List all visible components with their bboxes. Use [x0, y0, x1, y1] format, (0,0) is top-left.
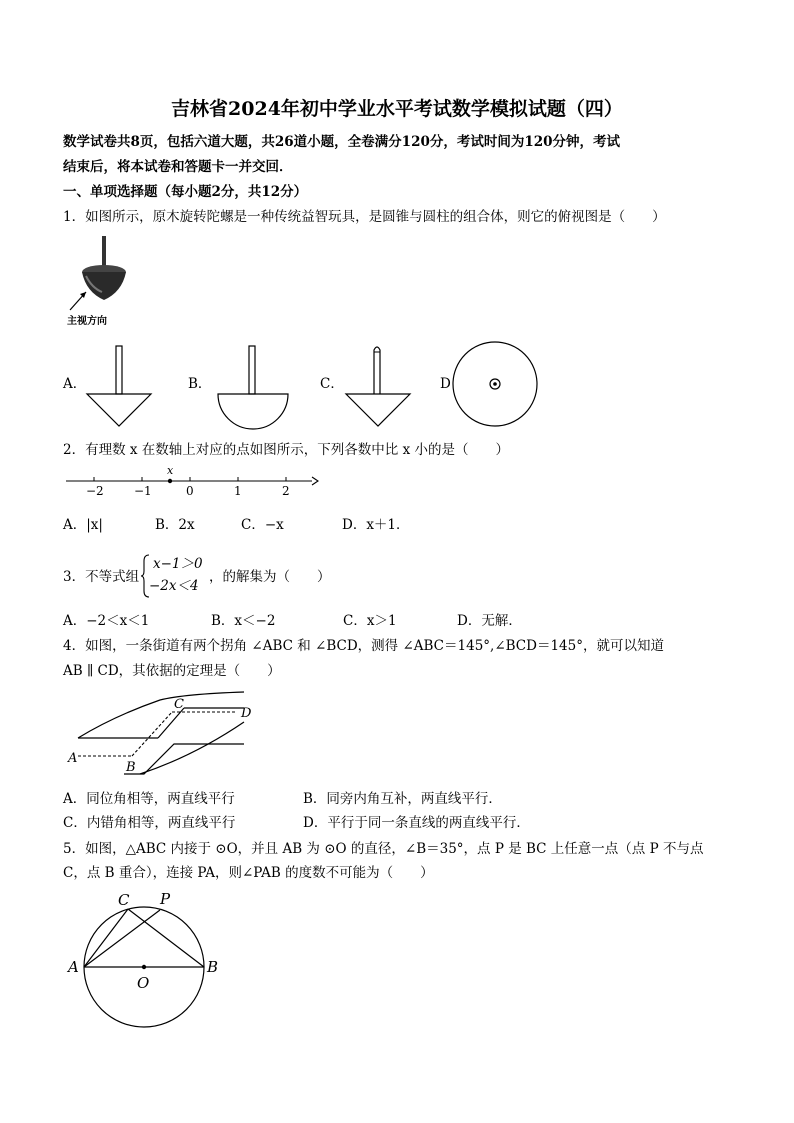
q1-option-a-label: A．	[63, 376, 87, 392]
q3-option-a: A．−2＜x＜1	[63, 613, 150, 629]
page-title: 吉林省2024年初中学业水平考试数学模拟试题（四）	[171, 98, 623, 120]
q1-option-d-figure	[450, 340, 540, 430]
label-a: A	[68, 958, 79, 976]
q4-stem-line-2: AB ∥ CD，其依据的定理是（ ）	[63, 663, 281, 679]
label-c: C	[174, 697, 184, 712]
q3-stem-prefix: 3．不等式组	[63, 569, 140, 585]
label-p: P	[160, 890, 171, 908]
q1-option-d-label: D	[440, 376, 451, 392]
q3-option-d: D．无解．	[457, 613, 522, 629]
label-a: A	[68, 751, 78, 766]
q3-option-b: B．x＜−2	[211, 613, 276, 629]
q1-option-a-figure	[85, 344, 155, 429]
tick-label-1: 1	[234, 484, 242, 498]
q1-option-c-label: C．	[320, 376, 344, 392]
q3-option-c: C．x＞1	[343, 613, 397, 629]
intro-line-2: 结束后，将本试卷和答题卡一并交回．	[63, 159, 293, 175]
label-o: O	[137, 974, 150, 992]
q4-option-b: B．同旁内角互补，两直线平行．	[303, 791, 502, 807]
circle-figure	[66, 890, 236, 1030]
q4-option-d: D．平行于同一条直线的两直线平行．	[303, 815, 530, 831]
q2-option-d: D．x＋1．	[342, 517, 410, 533]
q5-stem-line-1: 5．如图，△ABC 内接于 ⊙O，并且 AB 为 ⊙O 的直径，∠B＝35°，点 P 是 BC 上任意一点（点 P 不与点	[63, 841, 704, 857]
chord-ap	[84, 910, 160, 967]
point-x-label: x	[167, 464, 174, 477]
label-b: B	[126, 760, 136, 775]
chord-cb	[128, 909, 204, 967]
label-b: B	[207, 958, 219, 976]
center-o	[142, 965, 146, 969]
label-c: C	[118, 891, 130, 909]
q3-stem-suffix: ，的解集为（ ）	[209, 569, 331, 585]
q3-inequality-2: −2x＜4	[149, 578, 199, 594]
intro-line-1: 数学试卷共8页，包括六道大题，共26道小题，全卷满分120分，考试时间为120分钟，考试	[63, 134, 621, 150]
point-x	[168, 479, 172, 483]
top-stem	[102, 236, 106, 268]
line-bc	[132, 712, 172, 756]
section-heading: 一、单项选择题（每小题2分，共12分）	[63, 184, 308, 200]
q5-stem-line-2: C，点 B 重合），连接 PA，则∠PAB 的度数不可能为（ ）	[63, 865, 434, 881]
q2-option-c: C．−x	[241, 517, 284, 533]
q4-option-c: C．内错角相等，两直线平行	[63, 815, 236, 831]
q4-option-a: A．同位角相等，两直线平行	[63, 791, 235, 807]
number-line	[66, 464, 316, 500]
tick-label-0: 0	[186, 484, 194, 498]
q1-option-c-figure	[343, 344, 413, 429]
tick-label-neg2: −2	[86, 484, 104, 498]
q2-stem: 2．有理数 x 在数轴上对应的点如图所示，下列各数中比 x 小的是（ ）	[63, 442, 509, 458]
q2-option-b: B．2x	[155, 517, 195, 533]
q1-stem: 1．如图所示，原木旋转陀螺是一种传统益智玩具，是圆锥与圆柱的组合体，则它的俯视图是（ ）	[63, 209, 666, 225]
label-d: D	[241, 706, 252, 721]
q1-option-b-figure	[215, 344, 295, 429]
street-bottom-edge	[124, 744, 244, 774]
street-figure	[64, 686, 264, 778]
q2-option-a: A．|x|	[63, 517, 103, 533]
q4-stem-line-1: 4．如图，一条街道有两个拐角 ∠ABC 和 ∠BCD，测得 ∠ABC＝145°,∠BCD＝145°，就可以知道	[63, 638, 664, 654]
top-body	[82, 272, 126, 300]
axis-arrow	[312, 477, 318, 485]
tick-label-neg1: −1	[134, 484, 152, 498]
photo-caption: 主视方向	[67, 316, 107, 327]
tick-label-2: 2	[282, 484, 290, 498]
q1-option-b-label: B．	[188, 376, 212, 392]
street-top-left-edge	[78, 692, 244, 738]
chord-ac	[84, 909, 128, 967]
q3-inequality-1: x−1＞0	[153, 556, 203, 572]
